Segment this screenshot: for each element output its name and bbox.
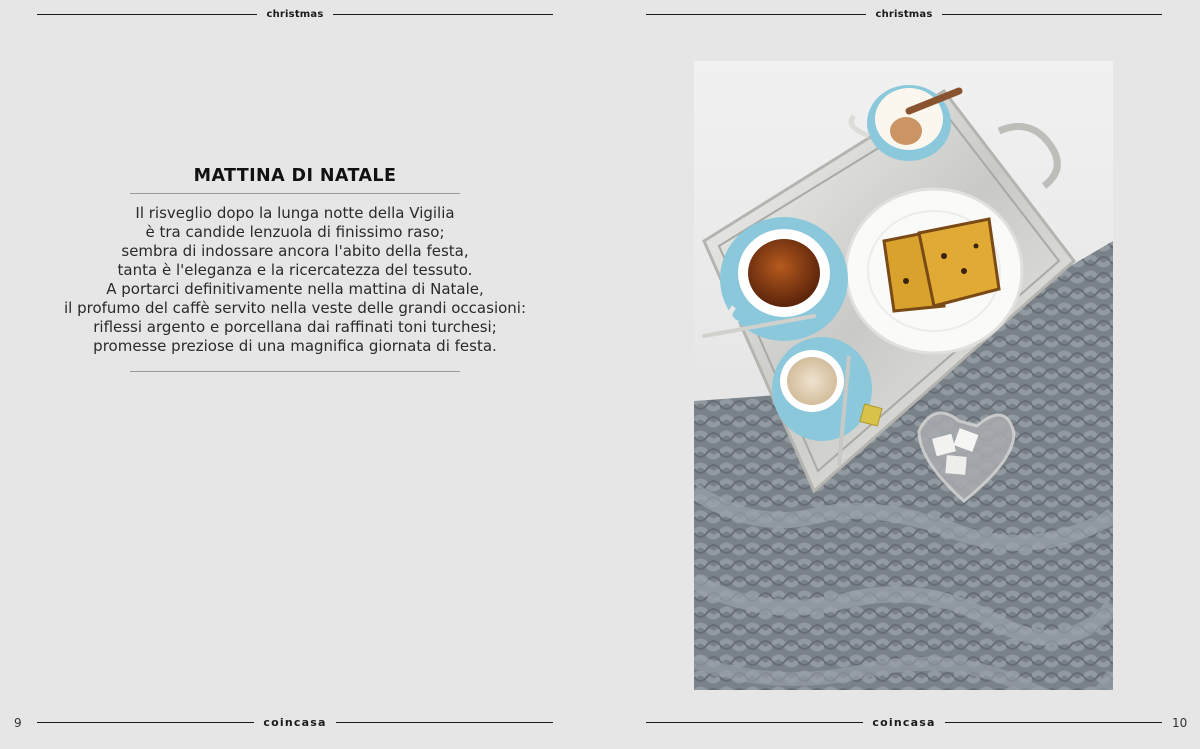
section-label: christmas — [266, 9, 324, 20]
footer-rule — [945, 722, 1162, 723]
header-rule — [646, 14, 866, 15]
header-rule — [942, 14, 1162, 15]
brand-logo: coincasa — [263, 716, 327, 729]
article-title: MATTINA DI NATALE — [193, 166, 397, 186]
left-page-footer — [37, 716, 553, 729]
article-line: sembra di indossare ancora l'abito della festa, — [121, 242, 469, 260]
left-page-header — [37, 9, 553, 20]
section-label: christmas — [875, 9, 933, 20]
article-line: promesse preziose di una magnifica giornata di festa. — [93, 337, 497, 355]
photo-illustration — [694, 61, 1113, 690]
article-body — [60, 204, 530, 356]
footer-rule — [646, 722, 863, 723]
header-rule — [37, 14, 257, 15]
header-rule — [333, 14, 553, 15]
closing-divider — [130, 371, 460, 372]
right-page-footer — [646, 716, 1162, 729]
article-line: riflessi argento e porcellana dai raffinati toni turchesi; — [93, 318, 497, 336]
article-line: A portarci definitivamente nella mattina di Natale, — [106, 280, 484, 298]
article-line: il profumo del caffè servito nella veste delle grandi occasioni: — [63, 299, 527, 317]
article — [60, 166, 530, 372]
brand-logo: coincasa — [872, 716, 936, 729]
tea-tag — [860, 404, 882, 426]
footer-rule — [37, 722, 254, 723]
title-divider — [130, 193, 460, 194]
article-line: è tra candide lenzuola di finissimo raso; — [145, 223, 445, 241]
article-line: Il risveglio dopo la lunga notte della Vigilia — [135, 204, 455, 222]
article-line: tanta è l'eleganza e la ricercatezza del tessuto. — [117, 261, 473, 279]
right-page-header — [646, 9, 1162, 20]
footer-rule — [336, 722, 553, 723]
breakfast-tray-photo — [694, 61, 1113, 690]
page-number-right: 10 — [1172, 716, 1188, 730]
page-number-left: 9 — [14, 716, 22, 730]
